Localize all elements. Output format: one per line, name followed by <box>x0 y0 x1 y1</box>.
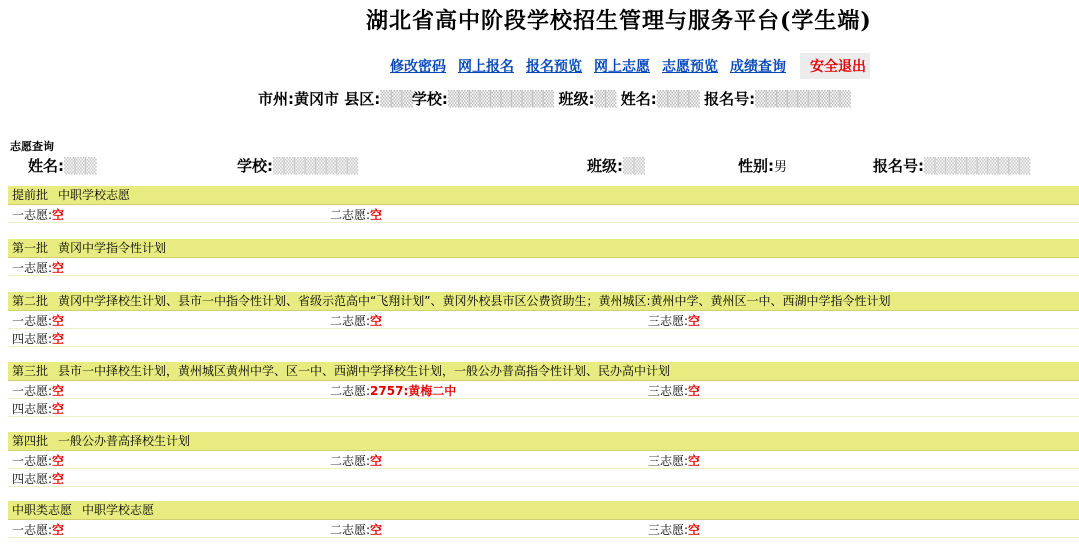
school-label: 学校: <box>411 90 448 108</box>
regno-value-redacted: ▒▒▒▒▒▒▒▒▒ <box>755 90 850 108</box>
choice-row <box>8 451 1079 469</box>
county-value-redacted: ▒▒▒ <box>380 90 412 108</box>
choice-row <box>8 205 1079 223</box>
city-label: 市州: <box>258 90 294 108</box>
choice-row <box>8 329 1079 347</box>
query-school: 学校:▒▒▒▒▒▒▒▒ <box>237 157 358 175</box>
class-label: 班级: <box>558 90 595 108</box>
batch-header: 第四批 一般公办普高择校生计划 <box>8 432 1079 451</box>
choice-2: 二志愿:2757:黄梅二中 <box>330 384 457 398</box>
nav-score-query[interactable]: 成绩查询 <box>730 59 786 75</box>
choice-1: 一志愿:空 <box>12 314 65 328</box>
choice-3: 三志愿:空 <box>648 523 701 537</box>
query-student-row <box>0 155 1079 177</box>
batch-header: 第二批 黄冈中学择校生计划、县市一中指令性计划、省级示范高中“飞翔计划”、黄冈外校县市区公费资助生；黄州城区:黄州中学、黄州区一中、西湖中学指令性计划 <box>8 292 1079 311</box>
query-name: 姓名:▒▒▒ <box>28 157 96 175</box>
logout-button[interactable]: 安全退出 <box>800 53 870 79</box>
choice-1: 一志愿:空 <box>12 261 65 275</box>
section-title: 志愿查询 <box>10 140 54 153</box>
choice-row <box>8 520 1079 538</box>
nav-choices-preview[interactable]: 志愿预览 <box>662 59 718 75</box>
name-value-redacted: ▒▒▒▒ <box>656 90 699 108</box>
top-nav <box>384 53 870 79</box>
choice-1: 一志愿:空 <box>12 523 65 537</box>
school-value-redacted: ▒▒▒▒▒▒▒▒▒▒ <box>447 90 554 108</box>
nav-online-registration[interactable]: 网上报名 <box>458 59 514 75</box>
choice-row <box>8 258 1079 276</box>
choice-2: 二志愿:空 <box>330 314 383 328</box>
query-name-redacted: ▒▒▒ <box>64 157 96 175</box>
batch-second <box>8 292 1079 347</box>
batch-third <box>8 362 1079 417</box>
choice-1: 一志愿:空 <box>12 384 65 398</box>
choice-1: 一志愿:空 <box>12 454 65 468</box>
batch-header: 第三批 县市一中择校生计划，黄州城区黄州中学、区一中、西湖中学择校生计划，一般公办普高指令性计划、民办高中计划 <box>8 362 1079 381</box>
choice-row <box>8 311 1079 329</box>
choice-2: 二志愿:空 <box>330 208 383 222</box>
name-label: 姓名: <box>620 90 657 108</box>
batch-early <box>8 186 1079 223</box>
query-class: 班级:▒▒ <box>587 157 645 175</box>
page-title: 湖北省高中阶段学校招生管理与服务平台(学生端) <box>366 8 872 34</box>
batch-vocational <box>8 501 1079 538</box>
query-regno: 报名号:▒▒▒▒▒▒▒▒▒▒ <box>873 157 1030 175</box>
student-info-line <box>258 88 850 109</box>
choice-row <box>8 381 1079 399</box>
choice-3: 三志愿:空 <box>648 454 701 468</box>
query-class-redacted: ▒▒ <box>623 157 645 175</box>
choice-row <box>8 399 1079 417</box>
batch-header: 中职类志愿 中职学校志愿 <box>8 501 1079 520</box>
batch-header: 第一批 黄冈中学指令性计划 <box>8 239 1079 258</box>
choice-4: 四志愿:空 <box>12 332 65 346</box>
choice-3: 三志愿:空 <box>648 314 701 328</box>
query-school-redacted: ▒▒▒▒▒▒▒▒ <box>273 157 358 175</box>
class-value-redacted: ▒▒ <box>594 90 616 108</box>
batch-fourth <box>8 432 1079 487</box>
choice-row <box>8 469 1079 487</box>
nav-registration-preview[interactable]: 报名预览 <box>526 59 582 75</box>
choice-4: 四志愿:空 <box>12 472 65 486</box>
batch-header: 提前批 中职学校志愿 <box>8 186 1079 205</box>
query-regno-redacted: ▒▒▒▒▒▒▒▒▒▒ <box>924 157 1030 175</box>
county-label: 县区: <box>344 90 381 108</box>
nav-online-choices[interactable]: 网上志愿 <box>594 59 650 75</box>
choice-2: 二志愿:空 <box>330 523 383 537</box>
batch-first <box>8 239 1079 276</box>
regno-label: 报名号: <box>704 90 756 108</box>
nav-change-password[interactable]: 修改密码 <box>390 59 446 75</box>
choice-1: 一志愿:空 <box>12 208 65 222</box>
city-value: 黄冈市 <box>294 90 340 108</box>
choice-2: 二志愿:空 <box>330 454 383 468</box>
choice-4: 四志愿:空 <box>12 402 65 416</box>
query-gender: 性别:男 <box>738 157 788 175</box>
choice-3: 三志愿:空 <box>648 384 701 398</box>
